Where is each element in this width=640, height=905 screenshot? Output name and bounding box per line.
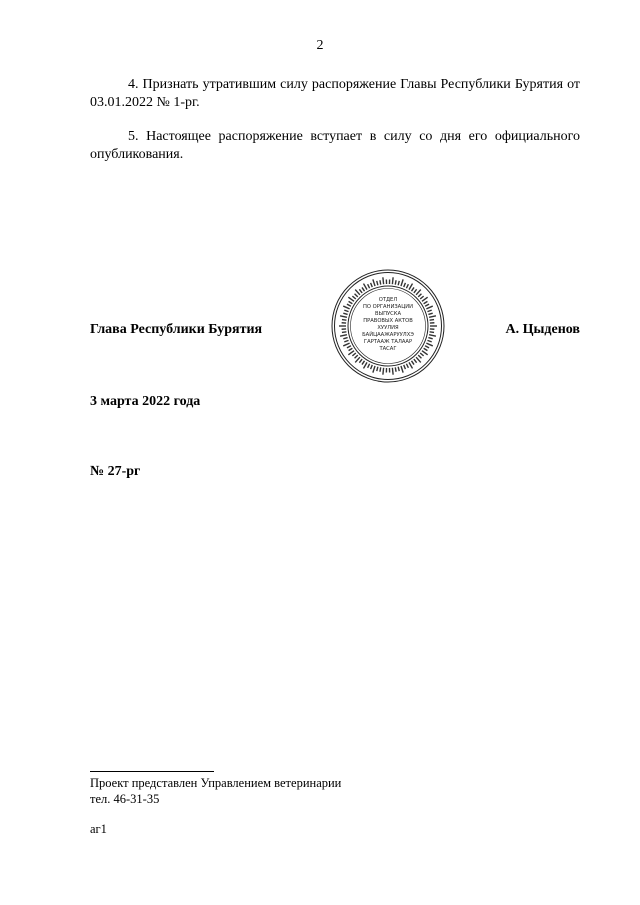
document-number: № 27-рг [90, 464, 141, 479]
page-number: 2 [316, 38, 324, 53]
executor-code: аг1 [90, 822, 107, 836]
stamp-text-line: ГАРТААЖ ТАЛААР [363, 339, 413, 345]
footnote-project-source: Проект представлен Управлением ветеринарии [90, 776, 342, 790]
paragraph-5: 5. Настоящее распоряжение вступает в силу со дня его официального опубликования. [90, 129, 580, 162]
stamp-text-line: БАЙЦААЖАРУУЛХЭ [362, 332, 414, 338]
signer-title: Глава Республики Бурятия [90, 322, 263, 337]
stamp-text-line: ХУУЛИЯ [377, 325, 399, 331]
stamp-text-line: ВЫПУСКА [374, 311, 402, 317]
footnote-phone: тел. 46-31-35 [90, 792, 160, 806]
official-seal-stamp [330, 268, 446, 384]
stamp-text-line: ТАСАГ [379, 346, 397, 352]
signer-name: А. Цыденов [505, 322, 580, 337]
stamp-text-line: ОТДЕЛ [378, 297, 398, 303]
document-date: 3 марта 2022 года [90, 394, 201, 409]
paragraph-4: 4. Признать утратившим силу распоряжение Главы Республики Бурятия от 03.01.2022 № 1-рг. [90, 77, 580, 110]
stamp-text-line: ПО ОРГАНИЗАЦИИ [362, 304, 414, 310]
footnote-divider [90, 771, 214, 772]
stamp-text-line: ПРАВОВЫХ АКТОВ [363, 318, 413, 324]
